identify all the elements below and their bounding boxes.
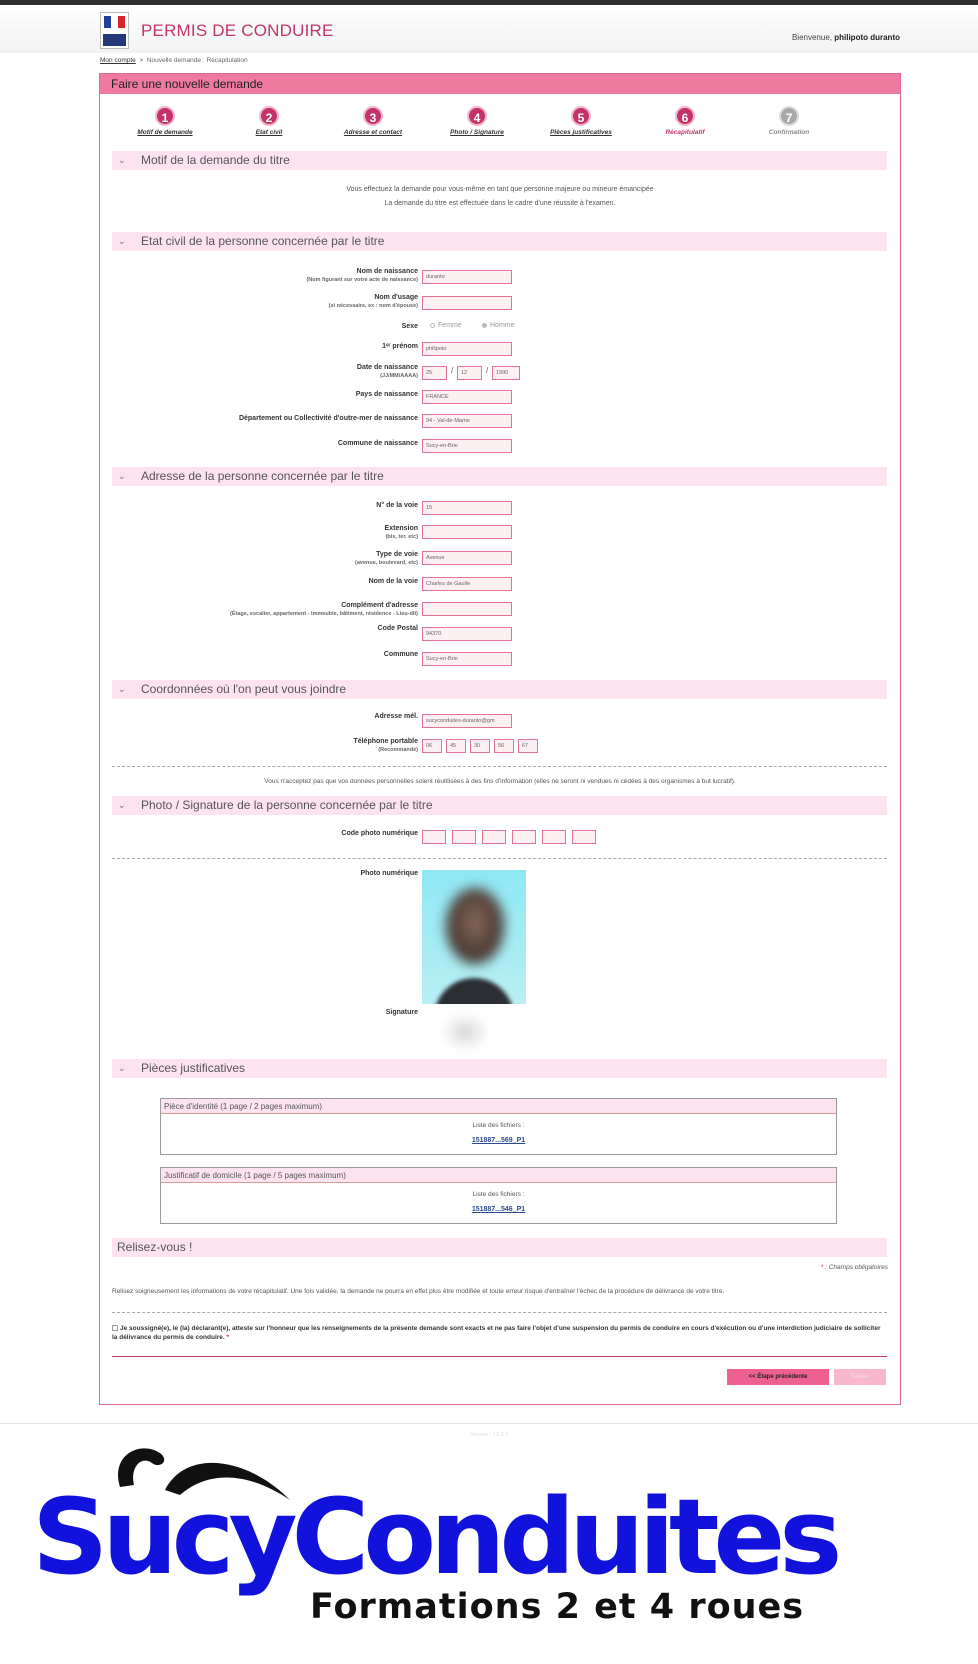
tel-part-4[interactable]: 56 — [494, 739, 514, 753]
republique-logo — [100, 12, 129, 49]
breadcrumb: Mon compte > Nouvelle demande : Récapitulation — [100, 57, 248, 64]
attestation-checkbox[interactable] — [112, 1325, 118, 1331]
justificatif-domicile-box: Justificatif de domicile (1 page / 5 pages maximum) Liste des fichiers : 151887...546_P1 — [160, 1167, 837, 1224]
divider — [112, 1356, 887, 1357]
nom-naissance-field[interactable]: duranto — [422, 270, 512, 284]
version-text: Version : 12.0.7 — [469, 1432, 509, 1438]
section-motif[interactable]: ⌄ Motif de la demande du titre — [112, 151, 887, 170]
step-6-current: 6 Récapitulatif — [630, 106, 740, 136]
chevron-down-icon: ⌄ — [118, 236, 126, 246]
breadcrumb-current: Nouvelle demande : Récapitulation — [146, 57, 248, 64]
tel-part-3[interactable]: 30 — [470, 739, 490, 753]
email-field[interactable]: sucyconduites-duranto@gm — [422, 714, 512, 728]
date-annee-field[interactable]: 1990 — [492, 366, 520, 380]
code-photo-part-4[interactable] — [512, 830, 536, 844]
welcome-text: Bienvenue, philipoto duranto — [791, 33, 900, 42]
row-num-voie: N° de la voie 15 — [100, 501, 900, 521]
row-complement: Complément d'adresse (Étage, escalier, appartement - Immeuble, bâtiment, résidence - Lieu-dit) — [100, 602, 900, 622]
step-2[interactable]: 2 Etat civil — [214, 106, 324, 136]
nom-usage-field[interactable] — [422, 296, 512, 310]
step-1[interactable]: 1 Motif de demande — [110, 106, 220, 136]
previous-step-button[interactable]: << Étape précédente — [727, 1369, 829, 1385]
row-type-voie: Type de voie (avenue, boulevard, etc) Avenue — [100, 551, 900, 571]
row-photo: Photo numérique — [360, 870, 418, 877]
code-photo-part-5[interactable] — [542, 830, 566, 844]
sexe-femme-radio[interactable]: Femme — [430, 322, 462, 329]
ministry-logo-text — [103, 34, 126, 46]
step-7-disabled: 7 Confirmation — [734, 106, 844, 136]
step-3[interactable]: 3 Adresse et contact — [318, 106, 428, 136]
tel-part-5[interactable]: 67 — [518, 739, 538, 753]
footer-divider — [0, 1423, 978, 1424]
row-nom-usage: Nom d'usage (si nécessaire, ex : nom d'épouse) — [100, 294, 900, 314]
nom-voie-field[interactable]: Charles de Gaulle — [422, 577, 512, 591]
flag-icon — [104, 16, 125, 28]
chevron-down-icon: ⌄ — [118, 155, 126, 165]
chevron-down-icon: ⌄ — [118, 684, 126, 694]
section-adresse[interactable]: ⌄ Adresse de la personne concernée par le titre — [112, 467, 887, 486]
user-name[interactable]: philipoto duranto — [834, 33, 900, 42]
row-commune-naissance: Commune de naissance Sucy-en-Brie — [100, 439, 900, 459]
divider — [112, 1312, 887, 1313]
attestation: Je soussigné(e), le (la) déclarant(e), atteste sur l'honneur que les renseignements de la présente demande sont exacts et ne pas faire l'objet d'une suspension du permis de conduire en cours d'exécution ou d'une interdiction judiciaire de solliciter la délivrance du permis de conduire. * — [112, 1325, 881, 1341]
row-sexe: Sexe Femme Homme — [401, 322, 515, 330]
row-telephone: Téléphone portable (Recommandé) 06 45 30 56 67 — [100, 739, 900, 759]
chevron-down-icon: ⌄ — [118, 1063, 126, 1073]
code-postal-field[interactable]: 94370 — [422, 627, 512, 641]
row-code-photo: Code photo numérique — [100, 830, 900, 850]
privacy-disclaimer: Vous n'acceptez pas que vos données personnelles soient réutilisées à des fins d'information (elles ne seront ni vendues ni cédées à des organismes à but lucratif). — [264, 778, 736, 785]
code-photo-part-6[interactable] — [572, 830, 596, 844]
chevron-down-icon: ⌄ — [118, 800, 126, 810]
code-photo-part-1[interactable] — [422, 830, 446, 844]
section-contact[interactable]: ⌄ Coordonnées où l'on peut vous joindre — [112, 680, 887, 699]
piece-identite-title: Pièce d'identité (1 page / 2 pages maximum) — [161, 1099, 836, 1114]
section-photo[interactable]: ⌄ Photo / Signature de la personne concernée par le titre — [112, 796, 887, 815]
section-pieces[interactable]: ⌄ Pièces justificatives — [112, 1059, 887, 1078]
panel-title: Faire une nouvelle demande — [100, 74, 900, 94]
breadcrumb-home-link[interactable]: Mon compte — [100, 57, 136, 64]
section-relisez: Relisez-vous ! — [112, 1238, 887, 1257]
row-date-naissance: Date de naissance (JJ/MM/AAAA) 25 / 12 / 1990 — [100, 364, 900, 384]
row-nom-voie: Nom de la voie Charles de Gaulle — [100, 577, 900, 597]
row-signature: Signature — [385, 1009, 418, 1016]
chevron-down-icon: ⌄ — [118, 471, 126, 481]
date-jour-field[interactable]: 25 — [422, 366, 447, 380]
justificatif-domicile-file-link[interactable]: 151887...546_P1 — [471, 1206, 526, 1213]
commune-naissance-field[interactable]: Sucy-en-Brie — [422, 439, 512, 453]
step-4[interactable]: 4 Photo / Signature — [422, 106, 532, 136]
required-note: * : Champs obligatoires — [820, 1264, 888, 1271]
tel-part-2[interactable]: 45 — [446, 739, 466, 753]
request-panel — [99, 73, 901, 1405]
motif-line-1: Vous effectuez la demande pour vous-même en tant que personne majeure ou mineure émancipée — [346, 186, 654, 193]
sexe-homme-radio[interactable]: Homme — [482, 322, 515, 329]
row-pays: Pays de naissance FRANCE — [100, 390, 900, 410]
commune-field[interactable]: Sucy-en-Brie — [422, 652, 512, 666]
row-nom-naissance: Nom de naissance (Nom figurant sur votre acte de naissance) duranto — [100, 268, 900, 288]
divider — [112, 766, 887, 767]
date-mois-field[interactable]: 12 — [457, 366, 482, 380]
num-voie-field[interactable]: 15 — [422, 501, 512, 515]
section-etat-civil[interactable]: ⌄ Etat civil de la personne concernée par le titre — [112, 232, 887, 251]
stepper — [100, 106, 900, 136]
row-code-postal: Code Postal 94370 — [100, 627, 900, 647]
prenom-field[interactable]: philipoto — [422, 342, 512, 356]
departement-field[interactable]: 94 - Val-de-Marne — [422, 414, 512, 428]
brand-name: SucyConduites — [32, 1476, 837, 1598]
motif-line-2: La demande du titre est effectuée dans le cadre d'une réussite à l'examen. — [384, 200, 616, 207]
relisez-text: Relisez soigneusement les informations de votre récapitulatif. Une fois validée, la demande ne pourra en effet plus être modifiée et toute erreur risque d'entraîner l'échec de la procédure de délivrance de votre titre. — [112, 1288, 725, 1295]
app-title: PERMIS DE CONDUIRE — [141, 21, 334, 40]
row-departement: Département ou Collectivité d'outre-mer de naissance 94 - Val-de-Marne — [100, 414, 900, 434]
row-prenom: 1ᵉʳ prénom philipoto — [100, 342, 900, 362]
id-photo — [422, 870, 526, 1004]
divider — [112, 858, 887, 859]
pays-field[interactable]: FRANCE — [422, 390, 512, 404]
brand-tagline: Formations 2 et 4 roues — [310, 1587, 805, 1627]
piece-identite-box: Pièce d'identité (1 page / 2 pages maximum) Liste des fichiers : 151887...569_P1 — [160, 1098, 837, 1155]
extension-field[interactable] — [422, 525, 512, 539]
complement-field[interactable] — [422, 602, 512, 616]
type-voie-field[interactable]: Avenue — [422, 551, 512, 565]
row-commune: Commune Sucy-en-Brie — [100, 652, 900, 672]
justificatif-domicile-title: Justificatif de domicile (1 page / 5 pages maximum) — [161, 1168, 836, 1183]
row-email: Adresse mél. sucyconduites-duranto@gm — [100, 714, 900, 734]
row-extension: Extension (bis, ter, etc) — [100, 525, 900, 545]
code-photo-part-3[interactable] — [482, 830, 506, 844]
sucyconduites-banner — [0, 1425, 978, 1664]
piece-identite-file-link[interactable]: 151887...569_P1 — [471, 1137, 526, 1144]
tel-part-1[interactable]: 06 — [422, 739, 442, 753]
signature-image — [440, 1012, 490, 1052]
step-5[interactable]: 5 Pièces justificatives — [526, 106, 636, 136]
validate-button[interactable]: Valider — [834, 1369, 886, 1385]
code-photo-part-2[interactable] — [452, 830, 476, 844]
